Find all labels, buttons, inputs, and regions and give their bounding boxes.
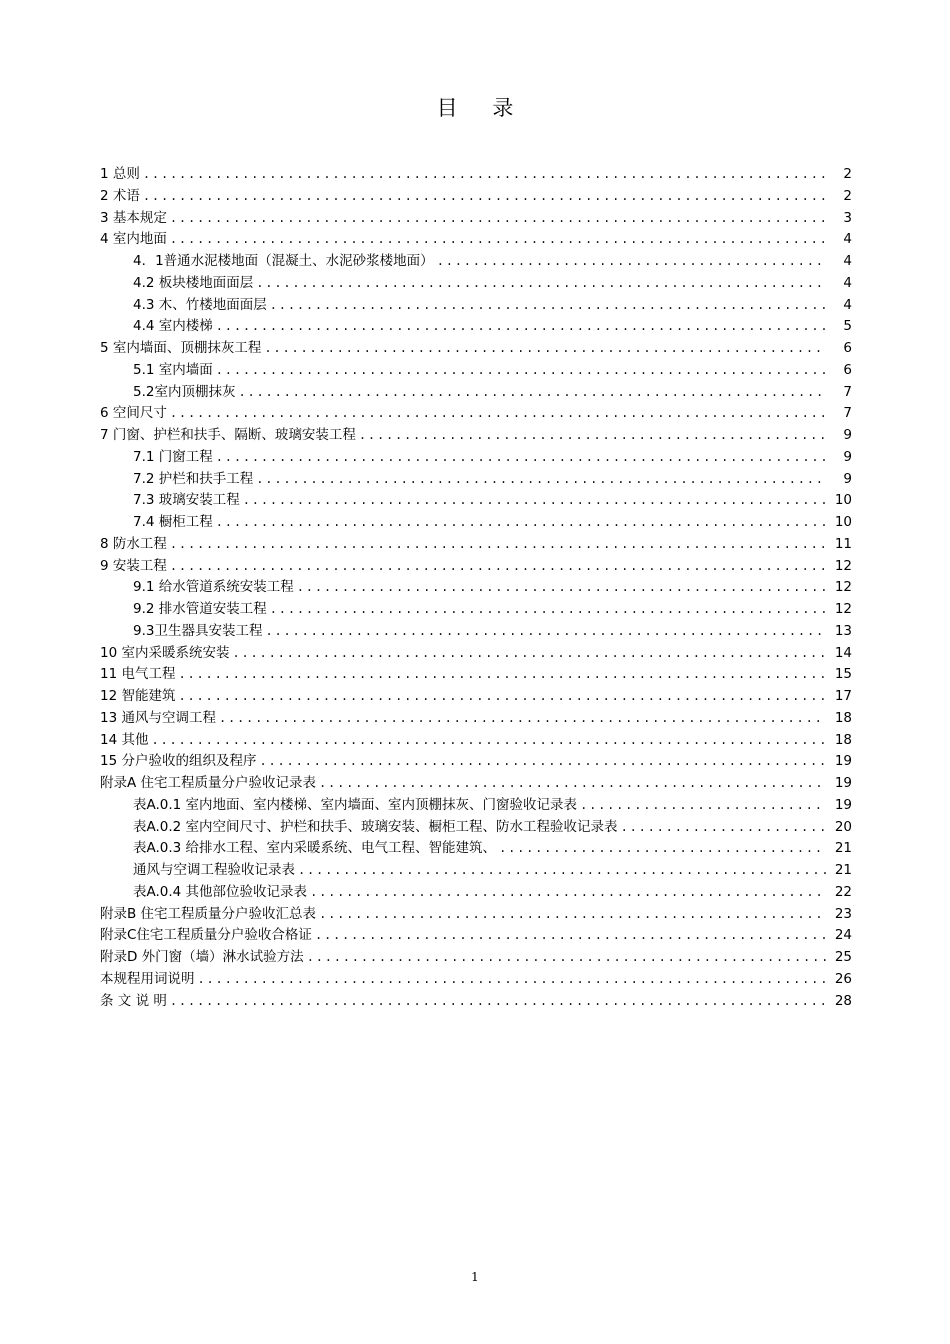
dot-leader [310, 882, 826, 904]
toc-entry-page-number: 23 [834, 905, 852, 922]
toc-entry-title: 表A.0.4 其他部位验收记录表 [133, 883, 308, 900]
toc-entry-page-number: 19 [834, 753, 852, 770]
dot-leader [232, 643, 826, 665]
toc-entry-title: 9.1 给水管道系统安装工程 [133, 579, 294, 596]
dot-leader [170, 991, 826, 1013]
toc-entry[interactable] [100, 512, 852, 534]
toc-entry[interactable] [100, 425, 852, 447]
toc-entry-page-number: 4 [843, 253, 852, 269]
toc-entry-page-number: 5 [843, 318, 852, 335]
toc-entry[interactable] [100, 316, 852, 338]
toc-entry-page-number: 10 [834, 492, 852, 509]
toc-entry[interactable] [100, 991, 852, 1013]
toc-entry[interactable] [100, 556, 852, 578]
toc-entry-page-number: 9 [843, 448, 852, 465]
dot-leader [315, 925, 826, 947]
dot-leader [178, 686, 826, 708]
dot-leader [307, 947, 826, 969]
toc-entry[interactable] [100, 817, 852, 839]
toc-entry-page-number: 17 [834, 688, 852, 704]
toc-entry-title: 表A.0.3 给排水工程、室内采暖系统、电气工程、智能建筑、 [133, 840, 497, 857]
dot-leader [243, 490, 826, 512]
dot-leader [170, 403, 826, 425]
toc-entry-page-number: 9 [843, 470, 852, 487]
dot-leader [270, 295, 826, 317]
toc-entry[interactable] [100, 773, 852, 795]
toc-entry[interactable] [100, 382, 852, 404]
dot-leader [238, 382, 826, 404]
toc-entry[interactable] [100, 577, 852, 599]
toc-entry-page-number: 3 [843, 209, 852, 226]
toc-entry-page-number: 4 [843, 231, 852, 248]
dot-leader [143, 186, 826, 208]
toc-entry-page-number: 18 [834, 731, 852, 748]
dot-leader [216, 360, 826, 382]
toc-entry-title: 7.1 门窗工程 [133, 448, 213, 465]
toc-entry-page-number: 26 [834, 970, 852, 987]
toc-entry[interactable] [100, 469, 852, 491]
dot-leader [170, 534, 826, 556]
dot-leader [359, 425, 826, 447]
toc-entry-title: 7.4 橱柜工程 [133, 514, 213, 530]
dot-leader [297, 577, 826, 599]
page-number: 1 [471, 1270, 479, 1284]
toc-entry-title: 附录D 外门窗（墙）淋水试验方法 [100, 949, 304, 965]
toc-entry-title: 14 其他 [100, 731, 149, 748]
toc-entry-title: 条 文 说 明 [100, 992, 167, 1009]
toc-entry-title: 15 分户验收的组织及程序 [100, 753, 257, 770]
toc-entry-title: 通风与空调工程验收记录表 [133, 862, 295, 878]
toc-entry-page-number: 21 [834, 840, 852, 857]
toc-entry-title: 10 室内采暖系统安装 [100, 644, 230, 661]
toc-entry-page-number: 6 [843, 361, 852, 378]
dot-leader [198, 969, 827, 991]
toc-entry-page-number: 6 [843, 340, 852, 356]
toc-entry[interactable] [100, 208, 852, 230]
toc-entry-title: 9.2 排水管道安装工程 [133, 601, 267, 617]
toc-entry-title: 13 通风与空调工程 [100, 709, 216, 726]
toc-entry[interactable] [100, 273, 852, 295]
toc-entry-page-number: 24 [834, 927, 852, 944]
toc-entry-title: 5 室内墙面、顶棚抹灰工程 [100, 340, 262, 356]
dot-leader [270, 599, 826, 621]
toc-entry[interactable] [100, 643, 852, 665]
toc-entry-title: 4.3 木、竹楼地面面层 [133, 296, 267, 313]
dot-leader [621, 817, 826, 839]
page-title: 目 录 [436, 96, 528, 120]
toc-entry-title: 表A.0.2 室内空间尺寸、护栏和扶手、玻璃安装、橱柜工程、防水工程验收记录表 [133, 818, 618, 835]
toc-entry-title: 8 防水工程 [100, 535, 167, 552]
toc-entry-title: 12 智能建筑 [100, 688, 176, 704]
dot-leader [151, 730, 826, 752]
toc-entry[interactable] [100, 882, 852, 904]
table-of-contents [100, 164, 852, 1012]
toc-entry-page-number: 20 [834, 818, 852, 835]
toc-entry-title: 4.2 板块楼地面面层 [133, 274, 254, 291]
toc-entry-page-number: 25 [834, 949, 852, 965]
toc-entry[interactable] [100, 599, 852, 621]
toc-entry-title: 附录B 住宅工程质量分户验收汇总表 [100, 905, 317, 922]
toc-entry-title: 表A.0.1 室内地面、室内楼梯、室内墙面、室内顶棚抹灰、门窗验收记录表 [133, 796, 578, 813]
toc-entry[interactable] [100, 164, 852, 186]
toc-entry-page-number: 4 [843, 274, 852, 291]
toc-entry[interactable] [100, 708, 852, 730]
dot-leader [216, 316, 826, 338]
dot-leader [178, 664, 826, 686]
toc-entry-title: 4.4 室内楼梯 [133, 318, 213, 335]
dot-leader [170, 208, 826, 230]
toc-entry-title: 11 电气工程 [100, 666, 176, 683]
dot-leader [319, 773, 826, 795]
dot-leader [170, 556, 826, 578]
toc-entry[interactable] [100, 904, 852, 926]
dot-leader [264, 338, 826, 360]
dot-leader [437, 251, 826, 273]
toc-entry[interactable] [100, 925, 852, 947]
dot-leader [265, 621, 826, 643]
toc-entry-page-number: 10 [834, 514, 852, 530]
toc-entry-page-number: 2 [843, 187, 852, 204]
dot-leader [499, 838, 826, 860]
dot-leader [319, 904, 826, 926]
toc-entry-page-number: 11 [834, 535, 852, 552]
dot-leader [298, 860, 826, 882]
toc-entry[interactable] [100, 360, 852, 382]
toc-entry-page-number: 15 [834, 666, 852, 683]
dot-leader [256, 469, 826, 491]
toc-entry-title: 附录C住宅工程质量分户验收合格证 [100, 927, 312, 944]
toc-entry[interactable] [100, 969, 852, 991]
toc-entry-title: 7.3 玻璃安装工程 [133, 492, 240, 509]
toc-entry[interactable] [100, 338, 852, 360]
toc-entry-page-number: 13 [834, 622, 852, 639]
toc-entry-page-number: 7 [843, 383, 852, 400]
toc-entry-page-number: 18 [834, 709, 852, 726]
toc-entry[interactable] [100, 490, 852, 512]
toc-entry[interactable] [100, 664, 852, 686]
toc-entry-title: 附录A 住宅工程质量分户验收记录表 [100, 775, 317, 791]
toc-entry-title: 7 门窗、护栏和扶手、隔断、玻璃安装工程 [100, 427, 356, 443]
toc-entry[interactable] [100, 860, 852, 882]
toc-entry-page-number: 9 [843, 427, 852, 443]
dot-leader [580, 795, 826, 817]
toc-entry[interactable] [100, 947, 852, 969]
toc-entry-page-number: 19 [834, 775, 852, 791]
toc-entry[interactable] [100, 751, 852, 773]
toc-entry-title: 6 空间尺寸 [100, 405, 167, 422]
toc-entry-page-number: 4 [843, 296, 852, 313]
toc-entry[interactable] [100, 686, 852, 708]
toc-entry-page-number: 22 [834, 883, 852, 900]
toc-entry-page-number: 12 [834, 579, 852, 596]
toc-entry-title: 7.2 护栏和扶手工程 [133, 470, 254, 487]
toc-entry-title: 9.3卫生器具安装工程 [133, 622, 263, 639]
toc-entry-title: 1 总则 [100, 166, 140, 182]
dot-leader [216, 447, 826, 469]
toc-entry-title: 9 安装工程 [100, 557, 167, 574]
dot-leader [256, 273, 826, 295]
toc-entry-title: 4 室内地面 [100, 231, 167, 248]
dot-leader [216, 512, 826, 534]
toc-entry[interactable] [100, 795, 852, 817]
toc-entry-title: 2 术语 [100, 187, 140, 204]
toc-entry-title: 4．1普通水泥楼地面（混凝土、水泥砂浆楼地面） [133, 253, 434, 269]
toc-entry[interactable] [100, 251, 852, 273]
toc-entry[interactable] [100, 403, 852, 425]
toc-entry-page-number: 19 [834, 796, 852, 813]
toc-entry-title: 5.2室内顶棚抹灰 [133, 383, 236, 400]
dot-leader [259, 751, 826, 773]
toc-entry-page-number: 12 [834, 601, 852, 617]
toc-entry-page-number: 7 [843, 405, 852, 422]
toc-entry-page-number: 12 [834, 557, 852, 574]
dot-leader [143, 164, 826, 186]
toc-entry[interactable] [100, 730, 852, 752]
toc-entry-title: 3 基本规定 [100, 209, 167, 226]
toc-entry[interactable] [100, 295, 852, 317]
toc-entry-page-number: 2 [843, 166, 852, 182]
toc-entry-title: 本规程用词说明 [100, 970, 195, 987]
toc-entry[interactable] [100, 186, 852, 208]
toc-entry-title: 5.1 室内墙面 [133, 361, 213, 378]
toc-entry[interactable] [100, 534, 852, 556]
toc-entry-page-number: 14 [834, 644, 852, 661]
dot-leader [170, 229, 826, 251]
toc-entry[interactable] [100, 229, 852, 251]
toc-entry-page-number: 21 [834, 862, 852, 878]
toc-entry[interactable] [100, 447, 852, 469]
toc-entry[interactable] [100, 621, 852, 643]
dot-leader [219, 708, 826, 730]
toc-entry[interactable] [100, 838, 852, 860]
toc-entry-page-number: 28 [834, 992, 852, 1009]
